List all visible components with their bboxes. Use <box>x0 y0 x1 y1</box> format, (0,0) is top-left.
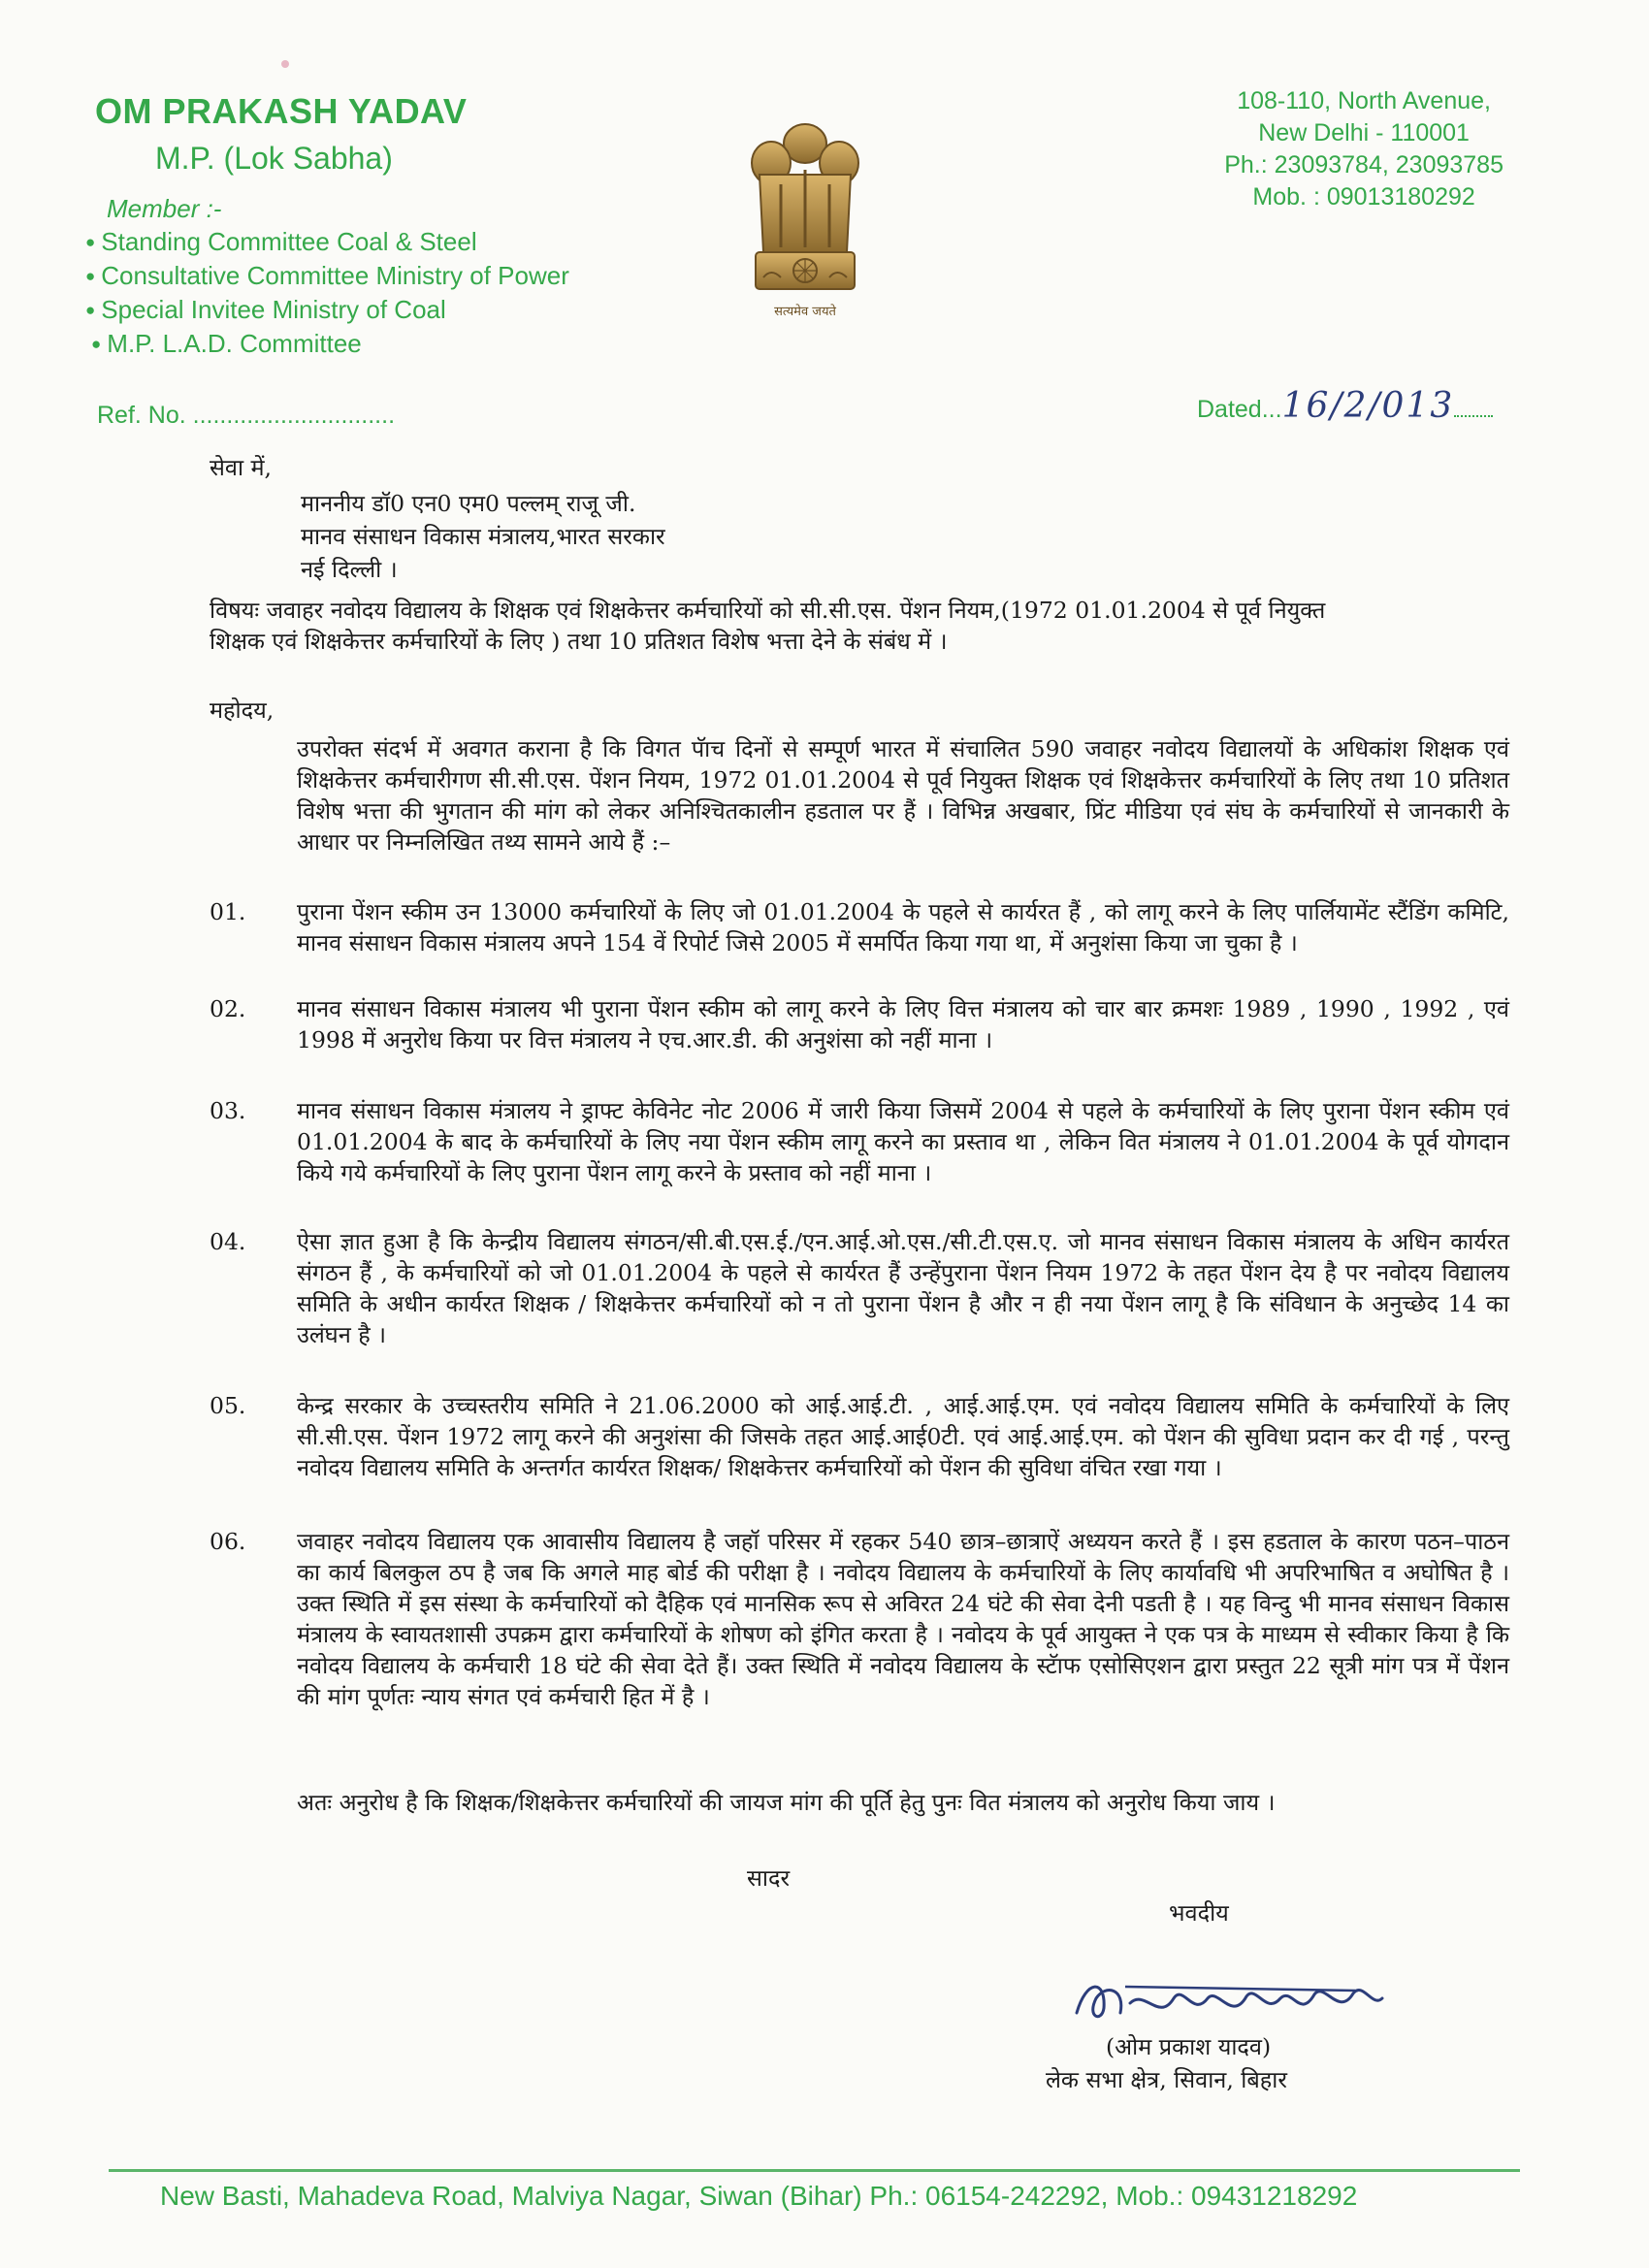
point-text: पुराना पेंशन स्कीम उन 13000 कर्मचारियों के लिए जो 01.01.2004 के पहले से कार्यरत हैं , को लागू करने के लिए पार्लियामेंट स्टैंडिंग कमिटि, मानव संसाधन विकास मंत्रालय अपने 154 वें रिपोर्ट जिसे 2005 में समर्पित किया गया था, में अनुशंसा किया जा चुका है । <box>297 898 1509 956</box>
footer-divider <box>109 2169 1520 2172</box>
point-item <box>210 1390 1513 1483</box>
committee-item: ● Consultative Committee Ministry of Power <box>85 259 569 293</box>
point-item <box>210 896 1513 958</box>
subject: विषयः जवाहर नवोदय विद्यालय के शिक्षक एवं शिक्षकेत्तर कर्मचारियों को सी.सी.एस. पेंशन नियम,(1972 01.01.2004 से पूर्व नियुक्त शिक्षक एवं शिक्षकेत्तर कर्मचारियों के लिए ) तथा 10 प्रतिशत विशेष भत्ता देने के संबंध में । <box>210 597 1326 655</box>
committee-list <box>85 225 569 361</box>
office-address <box>1224 85 1504 213</box>
point-number: 04. <box>210 1228 246 1255</box>
point-number: 01. <box>210 898 246 925</box>
ref-number: Ref. No. .............................. <box>97 402 396 429</box>
sender-name: (ओम प्रकाश यादव) <box>1106 2033 1272 2060</box>
footer-address: New Basti, Mahadeva Road, Malviya Nagar, Siwan (Bihar) Ph.: 06154-242292, Mob.: 09431218292 <box>160 2181 1358 2211</box>
point-text: मानव संसाधन विकास मंत्रालय भी पुराना पेंशन स्कीम को लागू करने के लिए वित्त मंत्रालय को चार बार क्रमशः 1989 , 1990 , 1992 , एवं 1998 में अनुरोध किया पर वित्त मंत्रालय ने एच.आर.डी. की अनुशंसा को नहीं माना । <box>297 995 1509 1053</box>
intro-paragraph: उपरोक्त संदर्भ में अवगत कराना है कि विगत पॅाच दिनों से सम्पूर्ण भारत में संचालित 590 जवाहर नवोदय विद्यालयों के अधिकांश शिक्षक एवं शिक्षकेत्तर कर्मचारीगण सी.सी.एस. पेंशन नियम, 1972 01.01.2004 से पूर्व नियुक्त शिक्षक एवं शिक्षकेत्तर कर्मचारियों के लिए तथा 10 प्रतिशत विशेष भत्ता की भुगतान की मांग को लेकर अनिश्चितकालीन हडताल पर हैं । विभिन्न अखबार, प्रिंट मीडिया एवं संघ के कर्मचारियों से जानकारी के आधार पर निम्नलिखित तथ्य सामने आये हैं :– <box>297 735 1509 856</box>
address-line-2: New Delhi - 110001 <box>1258 119 1470 146</box>
point-number: 06. <box>210 1528 246 1555</box>
yours-sincerely: भवदीय <box>1169 1899 1229 1927</box>
recipient-line: नई दिल्ली । <box>301 556 398 583</box>
salutation: महोदय, <box>210 697 275 724</box>
address-phone: Ph.: 23093784, 23093785 <box>1224 151 1504 178</box>
point-text: ऐसा ज्ञात हुआ है कि केन्द्रीय विद्यालय संगठन/सी.बी.एस.ई./एन.आई.ओ.एस./सी.टी.एस.ए. जो मानव संसाधन विकास मंत्रालय के अधिन कार्यरत संगठन हैं , के कर्मचारियों को जो 01.01.2004 के पहले से कार्यरत हैं उन्हेंपुराना पेंशन नियम 1972 के तहत पेंशन देय है पर नवोदय विद्यालय समिति के अधीन कार्यरत शिक्षक / शिक्षकेत्तर कर्मचारियों को न तो पुराना पेंशन है और न ही नया पेंशन लागू है कि संविधान के अनुच्छेद 14 का उलंघन है । <box>297 1228 1509 1348</box>
dated-label: Dated... <box>1197 396 1282 423</box>
dated-line <box>1197 386 1493 426</box>
point-number: 02. <box>210 995 246 1022</box>
signature-icon <box>1067 1969 1397 2037</box>
sender-constituency: लेक सभा क्षेत्र, सिवान, बिहार <box>1046 2066 1287 2093</box>
recipient-line: माननीय डॉ0 एन0 एम0 पल्लम् राजू जी. <box>301 490 636 517</box>
point-number: 03. <box>210 1097 246 1124</box>
point-number: 05. <box>210 1392 246 1419</box>
national-emblem-icon <box>742 116 868 325</box>
point-item <box>210 1526 1513 1712</box>
point-text: जवाहर नवोदय विद्यालय एक आवासीय विद्यालय है जहॉ परिसर में रहकर 540 छात्र–छात्राऐं अध्ययन करते हैं । इस हडताल के कारण पठन–पाठन का कार्य बिलकुल ठप है जब कि अगले माह बोर्ड की परीक्षा है । नवोदय विद्यालय के कर्मचारियों के लिए कार्यावधि भी अपरिभाषित व अघोषित है । उक्त स्थिति में इस संस्था के कर्मचारियों को दैहिक एवं मानसिक रूप से अविरत 24 घंटे की सेवा देनी पडती है । यह विन्दु भी मानव संसाधन विकास मंत्रालय के स्वायतशासी उपक्रम द्वारा कर्मचारियों के शोषण को इंगित करता है । नवोदय के पूर्व आयुक्त ने एक पत्र के माध्यम से स्वीकार किया है कि नवोदय विद्यालय के कर्मचारी 18 घंटे की सेवा देते हैं। उक्त स्थिति में नवोदय विद्यालय के स्टॅाफ एसोसिएशन द्वारा प्रस्तुत 22 सूत्री मांग पत्र में पेंशन की मांग पूर्णतः न्याय संगत एवं कर्मचारी हित में है । <box>297 1528 1509 1710</box>
mp-house: M.P. (Lok Sabha) <box>155 141 393 176</box>
point-item <box>210 1226 1513 1350</box>
dated-value: 16/2/013 <box>1281 386 1455 426</box>
member-label: Member :- <box>107 194 222 223</box>
committee-item: ● Special Invitee Ministry of Coal <box>85 293 569 327</box>
address-mobile: Mob. : 09013180292 <box>1252 183 1475 211</box>
committee-item: ● M.P. L.A.D. Committee <box>85 327 569 361</box>
mp-name: OM PRAKASH YADAV <box>95 91 468 131</box>
address-line-1: 108-110, North Avenue, <box>1237 87 1491 114</box>
point-text: मानव संसाधन विकास मंत्रालय ने ड्राफ्ट केविनेट नोट 2006 में जारी किया जिसमें 2004 से पहले के कर्मचारियों के लिए पुराना पेंशन स्कीम एवं 01.01.2004 के बाद के कर्मचारियों के लिए नया पेंशन स्कीम लागू करने का प्रस्ताव था , लेकिन वित मंत्रालय ने 01.01.2004 के पूर्व योगदान किये गये कर्मचारियों के लिए पुराना पेंशन लागू करने के प्रस्ताव को नहीं माना । <box>297 1097 1509 1186</box>
closing-request: अतः अनुरोध है कि शिक्षक/शिक्षकेत्तर कर्मचारियों की जायज मांग की पूर्ति हेतु पुनः वित मंत्रालय को अनुरोध किया जाय । <box>297 1789 1276 1816</box>
point-text: केन्द्र सरकार के उच्चस्तरीय समिति ने 21.06.2000 को आई.आई.टी. , आई.आई.एम. एवं नवोदय विद्यालय समिति के कर्मचारियों के लिए सी.सी.एस. पेंशन 1972 लागू करने की अनुशंसा की जिसके तहत आई.आई0टी. एवं आई.आई.एम. को पेंशन की सुविधा प्रदान कर दी गई , परन्तु नवोदय विद्यालय समिति के अन्तर्गत कार्यरत शिक्षक/ शिक्षकेत्तर कर्मचारियों को पेंशन की सुविधा वंचित रखा गया । <box>297 1392 1509 1481</box>
address-to: सेवा में, <box>210 454 273 481</box>
recipient-line: मानव संसाधन विकास मंत्रालय,भारत सरकार <box>301 523 665 550</box>
point-item <box>210 1095 1513 1188</box>
stamp-mark <box>281 60 289 68</box>
committee-item: ● Standing Committee Coal & Steel <box>85 225 569 259</box>
saadar: सादर <box>747 1864 791 1892</box>
emblem-motto: सत्यमेव जयते <box>774 305 836 319</box>
point-item <box>210 993 1513 1055</box>
recipient-block <box>301 487 665 586</box>
